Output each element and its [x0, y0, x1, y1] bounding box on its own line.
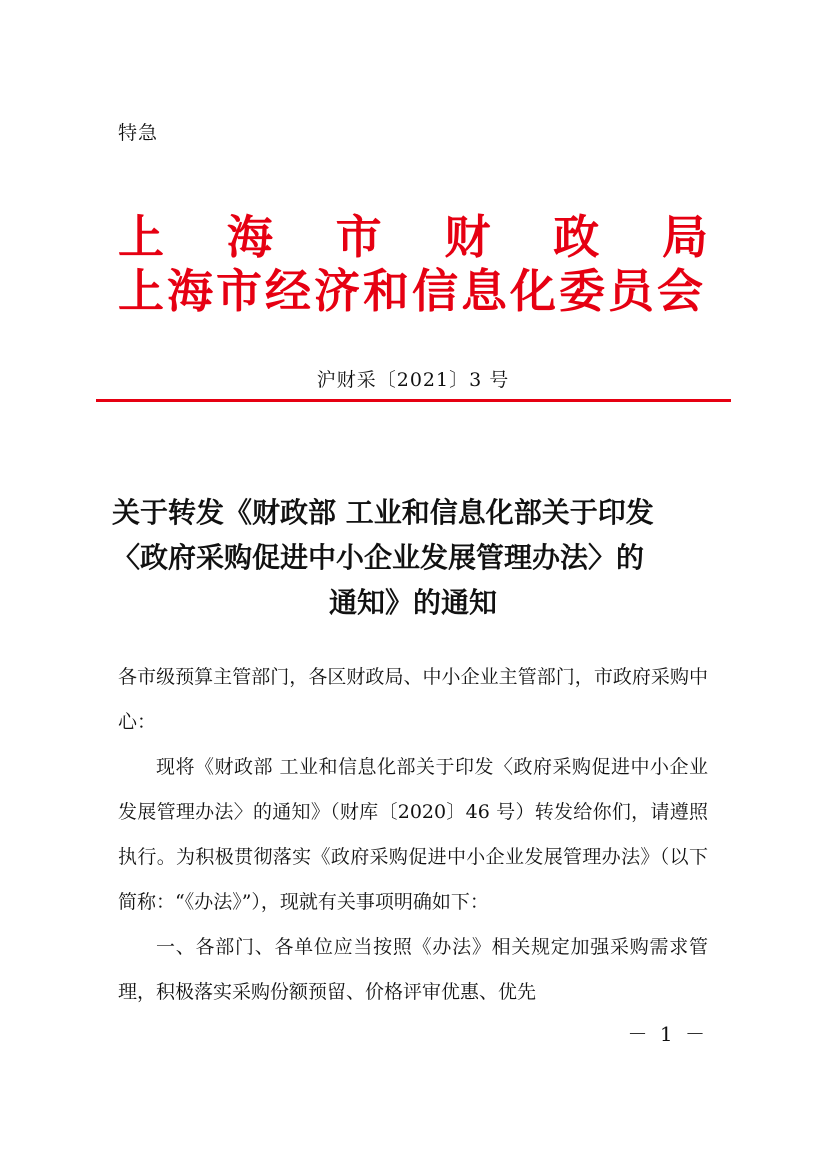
body-paragraph: 现将《财政部 工业和信息化部关于印发〈政府采购促进中小企业发展管理办法〉的通知》（财库〔2020〕46 号）转发给你们，请遵照执行。为积极贯彻落实《政府采购促进中小企业发展管理办法》（以下简称：“《办法》”），现就有关事项明确如下：	[118, 756, 708, 913]
salutation: 各市级预算主管部门，各区财政局、中小企业主管部门，市政府采购中心：	[118, 666, 708, 733]
document-title	[112, 490, 714, 625]
issuer-char: 上	[118, 210, 164, 264]
issuer-char: 财	[444, 210, 491, 264]
urgency-level: 特急	[118, 122, 159, 144]
issuer-char: 海	[226, 210, 273, 264]
issuer-economy-commission	[118, 266, 708, 316]
title-line-1: 关于转发《财政部 工业和信息化部关于印发	[112, 496, 654, 529]
issuer-char: 市	[335, 210, 382, 264]
issuer-char: 局	[661, 210, 708, 264]
issuer-finance-bureau	[118, 212, 708, 262]
issuer-line-2: 上海市经济和信息化委员会	[118, 264, 706, 318]
title-line-3: 通知》的通知	[328, 586, 497, 619]
body-paragraph: 一、各部门、各单位应当按照《办法》相关规定加强采购需求管理，积极落实采购份额预留、价格评审优惠、优先	[118, 936, 708, 1003]
document-body	[118, 655, 708, 1015]
red-divider	[96, 399, 731, 402]
issuer-char: 政	[553, 210, 600, 264]
page-number: － 1 －	[627, 1022, 708, 1046]
title-line-2: 〈政府采购促进中小企业发展管理办法〉的	[112, 541, 645, 574]
document-number: 沪财采〔2021〕3 号	[316, 369, 510, 391]
